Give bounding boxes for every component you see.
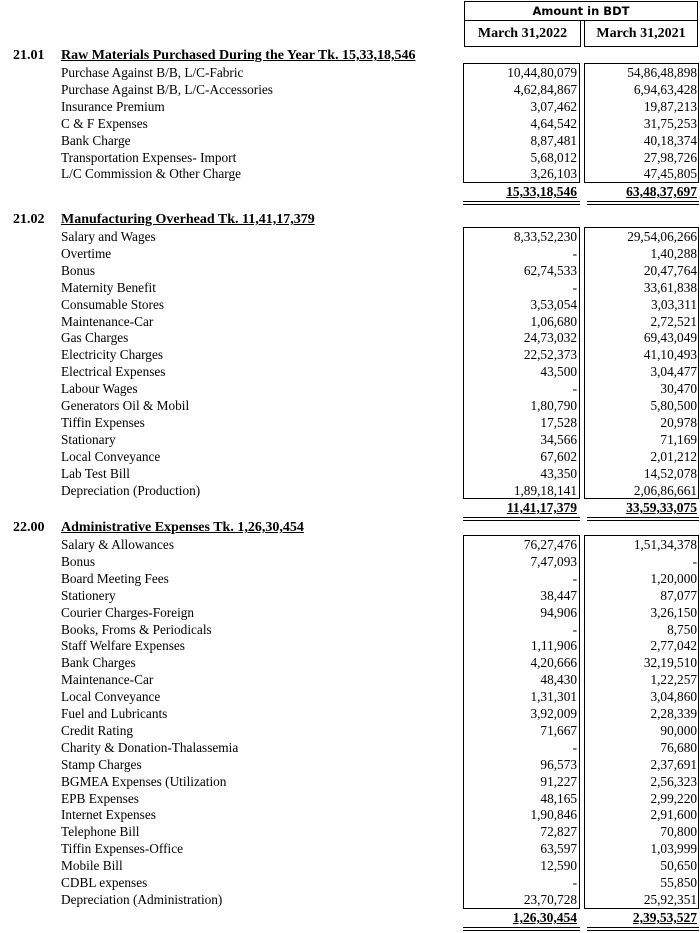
line-item-row xyxy=(0,756,700,773)
amount-2022: 5,68,012 xyxy=(530,149,577,165)
note-number: 21.01 xyxy=(13,48,45,63)
amount-2022: 8,33,52,230 xyxy=(513,229,577,244)
total-2021: 2,39,53,527 xyxy=(632,910,697,925)
column-header xyxy=(464,1,698,46)
line-item-row xyxy=(0,823,700,840)
amount-2022: 48,430 xyxy=(540,672,577,688)
amount-2022: 96,573 xyxy=(540,756,577,772)
line-item-label: Tiffin Expenses-Office xyxy=(61,841,183,857)
amount-2021: 31,75,253 xyxy=(643,115,697,131)
amount-2021: 76,680 xyxy=(660,739,697,755)
amount-2022: 3,92,009 xyxy=(530,706,577,721)
amount-2022: 23,70,728 xyxy=(523,891,577,907)
amount-2021: 2,01,212 xyxy=(650,448,697,464)
amount-2021: 27,98,726 xyxy=(643,149,697,165)
amount-2022: 4,62,84,867 xyxy=(513,81,577,97)
line-item-row xyxy=(0,688,700,705)
amount-2022: - xyxy=(572,875,577,890)
line-item-label: Stationery xyxy=(61,587,116,603)
note-title: Manufacturing Overhead Tk. 11,41,17,379 xyxy=(61,212,315,227)
line-item-label: Electrical Expenses xyxy=(61,364,166,380)
line-item-row xyxy=(0,279,700,296)
line-item-label: Charity & Donation-Thalassemia xyxy=(61,739,239,755)
amount-2022: 1,31,301 xyxy=(530,689,577,705)
line-item-label: Board Meeting Fees xyxy=(61,570,169,586)
amount-2022: 3,53,054 xyxy=(530,296,577,312)
line-item-label: Purchase Against B/B, L/C-Fabric xyxy=(61,65,244,80)
line-item-row xyxy=(0,296,700,313)
line-item-label: Bank Charge xyxy=(61,132,131,148)
line-item-label: Depreciation (Administration) xyxy=(61,891,223,907)
line-item-row xyxy=(0,245,700,262)
double-underline xyxy=(587,517,699,521)
amount-2021: 20,978 xyxy=(660,414,697,430)
line-item-row xyxy=(0,448,700,465)
amount-2021: 40,18,374 xyxy=(643,132,697,148)
line-item-row xyxy=(0,363,700,380)
total-2022: 1,26,30,454 xyxy=(512,910,577,925)
amount-2021: 2,72,521 xyxy=(650,313,697,329)
amount-2021: 54,86,48,898 xyxy=(627,65,697,80)
amount-2022: 8,87,481 xyxy=(530,132,577,148)
line-item-row xyxy=(0,431,700,448)
amount-2021: 3,04,860 xyxy=(650,689,697,705)
line-item-row xyxy=(0,313,700,330)
line-item-row xyxy=(0,262,700,279)
line-item-label: Overtime xyxy=(61,245,112,261)
amount-2021: 50,650 xyxy=(660,858,697,874)
amount-2021: 87,077 xyxy=(660,587,697,603)
note-number: 22.00 xyxy=(13,520,45,535)
amount-2021: 2,06,86,661 xyxy=(633,482,697,498)
amount-2021: 2,37,691 xyxy=(650,756,697,772)
amount-2022: 12,590 xyxy=(540,858,577,874)
line-item-row xyxy=(0,397,700,414)
line-item-row xyxy=(0,81,700,98)
line-item-label: BGMEA Expenses (Utilization xyxy=(61,773,227,789)
amount-2021: 2,99,220 xyxy=(650,790,697,806)
line-item-label: Transportation Expenses- Import xyxy=(61,149,237,165)
amount-2021: 70,800 xyxy=(660,824,697,840)
note-number: 21.02 xyxy=(13,212,45,227)
amount-2021: 29,54,06,266 xyxy=(627,229,697,244)
line-item-row xyxy=(0,806,700,823)
double-underline xyxy=(463,201,580,205)
note-title: Raw Materials Purchased During the Year Tk. 15,33,18,546 xyxy=(61,48,416,63)
line-item-row xyxy=(0,64,700,81)
amount-2022: 24,73,032 xyxy=(523,330,577,346)
amount-2022: 76,27,476 xyxy=(523,537,577,552)
total-2021: 63,48,37,697 xyxy=(626,184,697,199)
line-item-label: Courier Charges-Foreign xyxy=(61,604,195,620)
line-item-row xyxy=(0,874,700,891)
amount-2022: 67,602 xyxy=(540,448,577,464)
line-item-label: C & F Expenses xyxy=(61,115,148,131)
double-underline xyxy=(587,201,699,205)
amount-2021: 3,26,150 xyxy=(650,604,697,620)
amount-2021: 5,80,500 xyxy=(650,398,697,413)
line-item-row xyxy=(0,671,700,688)
amount-2021: 32,19,510 xyxy=(643,655,697,671)
line-item-label: Bonus xyxy=(61,553,95,569)
amount-2021: 8,750 xyxy=(667,621,697,637)
amount-2022: 4,20,666 xyxy=(530,655,577,671)
amount-2021: 3,04,477 xyxy=(650,364,697,380)
amount-2021: 1,03,999 xyxy=(650,841,697,857)
line-item-label: Local Conveyance xyxy=(61,448,161,464)
line-item-label: Labour Wages xyxy=(61,381,138,397)
line-item-label: Books, Froms & Periodicals xyxy=(61,621,212,637)
amount-2021: 1,51,34,378 xyxy=(633,537,697,552)
amount-2022: 7,47,093 xyxy=(530,553,577,569)
line-item-row xyxy=(0,604,700,621)
line-item-row xyxy=(0,165,700,182)
amount-2022: 38,447 xyxy=(540,587,577,603)
amount-2022: 22,52,373 xyxy=(523,347,577,363)
line-item-label: Telephone Bill xyxy=(61,824,140,840)
line-item-label: L/C Commission & Other Charge xyxy=(61,166,241,182)
double-underline xyxy=(587,927,699,931)
line-item-label: Stationary xyxy=(61,431,116,447)
line-item-label: Bonus xyxy=(61,262,95,278)
amount-header: Amount in BDT xyxy=(464,1,698,21)
line-item-row xyxy=(0,891,700,908)
line-item-label: Salary & Allowances xyxy=(61,537,174,552)
amount-2022: 48,165 xyxy=(540,790,577,806)
amount-2021: 71,169 xyxy=(660,431,697,447)
line-item-row xyxy=(0,149,700,166)
line-item-row xyxy=(0,98,700,115)
line-item-row xyxy=(0,705,700,722)
line-item-label: Consumable Stores xyxy=(61,296,165,312)
amount-2022: 71,667 xyxy=(540,722,577,738)
line-item-row xyxy=(0,553,700,570)
amount-2021: 47,45,805 xyxy=(643,166,697,182)
amount-2022: 94,906 xyxy=(540,604,577,620)
note-title: Administrative Expenses Tk. 1,26,30,454 xyxy=(61,520,304,535)
amount-2021: 2,77,042 xyxy=(650,638,697,654)
amount-2021: 1,20,000 xyxy=(650,570,697,586)
line-item-row xyxy=(0,637,700,654)
amount-2022: 1,89,18,141 xyxy=(513,482,577,498)
amount-2021: - xyxy=(692,553,697,569)
amount-2022: 4,64,542 xyxy=(530,115,577,131)
amount-2022: - xyxy=(572,621,577,637)
amount-2022: 3,07,462 xyxy=(530,98,577,114)
amount-2021: 2,28,339 xyxy=(650,706,697,721)
amount-2021: 6,94,63,428 xyxy=(633,81,697,97)
amount-2022: 3,26,103 xyxy=(530,166,577,182)
column-header-2022: March 31,2022 xyxy=(464,20,581,47)
double-underline xyxy=(463,927,580,931)
line-item-row xyxy=(0,414,700,431)
amount-2021: 14,52,078 xyxy=(643,465,697,481)
amount-2021: 1,22,257 xyxy=(650,672,697,688)
line-item-label: Lab Test Bill xyxy=(61,465,130,481)
line-item-label: Bank Charges xyxy=(61,655,136,671)
amount-2022: 1,06,680 xyxy=(530,313,577,329)
line-item-label: Staff Welfare Expenses xyxy=(61,638,185,654)
amount-2021: 2,56,323 xyxy=(650,773,697,789)
line-item-label: Maintenance-Car xyxy=(61,313,154,329)
amount-2021: 33,61,838 xyxy=(643,279,697,295)
line-item-label: Stamp Charges xyxy=(61,756,142,772)
line-item-label: Generators Oil & Mobil xyxy=(61,398,190,413)
amount-2022: - xyxy=(572,739,577,755)
amount-2022: 91,227 xyxy=(540,773,577,789)
double-underline xyxy=(463,517,580,521)
amount-2022: 1,90,846 xyxy=(530,807,577,823)
line-item-label: Electricity Charges xyxy=(61,347,164,363)
amount-2021: 3,03,311 xyxy=(650,296,697,312)
amount-2022: - xyxy=(572,570,577,586)
line-item-row xyxy=(0,790,700,807)
line-item-row xyxy=(0,621,700,638)
line-item-label: Credit Rating xyxy=(61,722,134,738)
amount-2021: 30,470 xyxy=(660,381,697,397)
amount-2022: - xyxy=(572,279,577,295)
line-item-row xyxy=(0,587,700,604)
total-2022: 15,33,18,546 xyxy=(506,184,577,199)
line-item-label: Gas Charges xyxy=(61,330,129,346)
amount-2022: 72,827 xyxy=(540,824,577,840)
amount-2021: 19,87,213 xyxy=(643,98,697,114)
line-item-row xyxy=(0,722,700,739)
line-item-row xyxy=(0,654,700,671)
amount-2021: 69,43,049 xyxy=(643,330,697,346)
line-item-label: EPB Expenses xyxy=(61,790,139,806)
line-item-row xyxy=(0,773,700,790)
line-item-label: Maternity Benefit xyxy=(61,279,156,295)
line-item-label: Maintenance-Car xyxy=(61,672,154,688)
amount-2021: 41,10,493 xyxy=(643,347,697,363)
amount-2021: 1,40,288 xyxy=(650,245,697,261)
amount-2021: 55,850 xyxy=(660,875,697,890)
line-item-row xyxy=(0,132,700,149)
amount-2022: 1,80,790 xyxy=(530,398,577,413)
column-header-2021: March 31,2021 xyxy=(584,20,698,47)
line-item-row xyxy=(0,346,700,363)
line-item-row xyxy=(0,536,700,553)
line-item-row xyxy=(0,465,700,482)
amount-2022: 17,528 xyxy=(540,414,577,430)
amount-2022: 34,566 xyxy=(540,431,577,447)
line-item-row xyxy=(0,840,700,857)
line-item-label: Depreciation (Production) xyxy=(61,482,201,498)
line-item-label: CDBL expenses xyxy=(61,875,148,890)
line-item-row xyxy=(0,857,700,874)
line-item-label: Insurance Premium xyxy=(61,98,165,114)
total-2022: 11,41,17,379 xyxy=(506,500,577,515)
amount-2021: 90,000 xyxy=(660,722,697,738)
line-item-row xyxy=(0,329,700,346)
line-item-row xyxy=(0,570,700,587)
line-item-label: Fuel and Lubricants xyxy=(61,706,168,721)
line-item-row xyxy=(0,739,700,756)
line-item-label: Internet Expenses xyxy=(61,807,156,823)
amount-2021: 25,92,351 xyxy=(643,891,697,907)
line-item-row xyxy=(0,482,700,499)
line-item-label: Mobile Bill xyxy=(61,858,123,874)
total-2021: 33,59,33,075 xyxy=(626,500,697,515)
amount-2022: 43,350 xyxy=(540,465,577,481)
amount-2021: 20,47,764 xyxy=(643,262,697,278)
amount-2022: - xyxy=(572,245,577,261)
line-item-label: Local Conveyance xyxy=(61,689,161,705)
line-item-label: Purchase Against B/B, L/C-Accessories xyxy=(61,81,273,97)
amount-2022: 62,74,533 xyxy=(523,262,577,278)
line-item-row xyxy=(0,115,700,132)
amount-2022: 10,44,80,079 xyxy=(507,65,577,80)
line-item-label: Tiffin Expenses xyxy=(61,414,145,430)
line-item-row xyxy=(0,228,700,245)
line-item-label: Salary and Wages xyxy=(61,229,156,244)
amount-2022: 43,500 xyxy=(540,364,577,380)
amount-2021: 2,91,600 xyxy=(650,807,697,823)
amount-2022: 63,597 xyxy=(540,841,577,857)
amount-2022: - xyxy=(572,381,577,397)
amount-2022: 1,11,906 xyxy=(530,638,577,654)
line-item-row xyxy=(0,380,700,397)
